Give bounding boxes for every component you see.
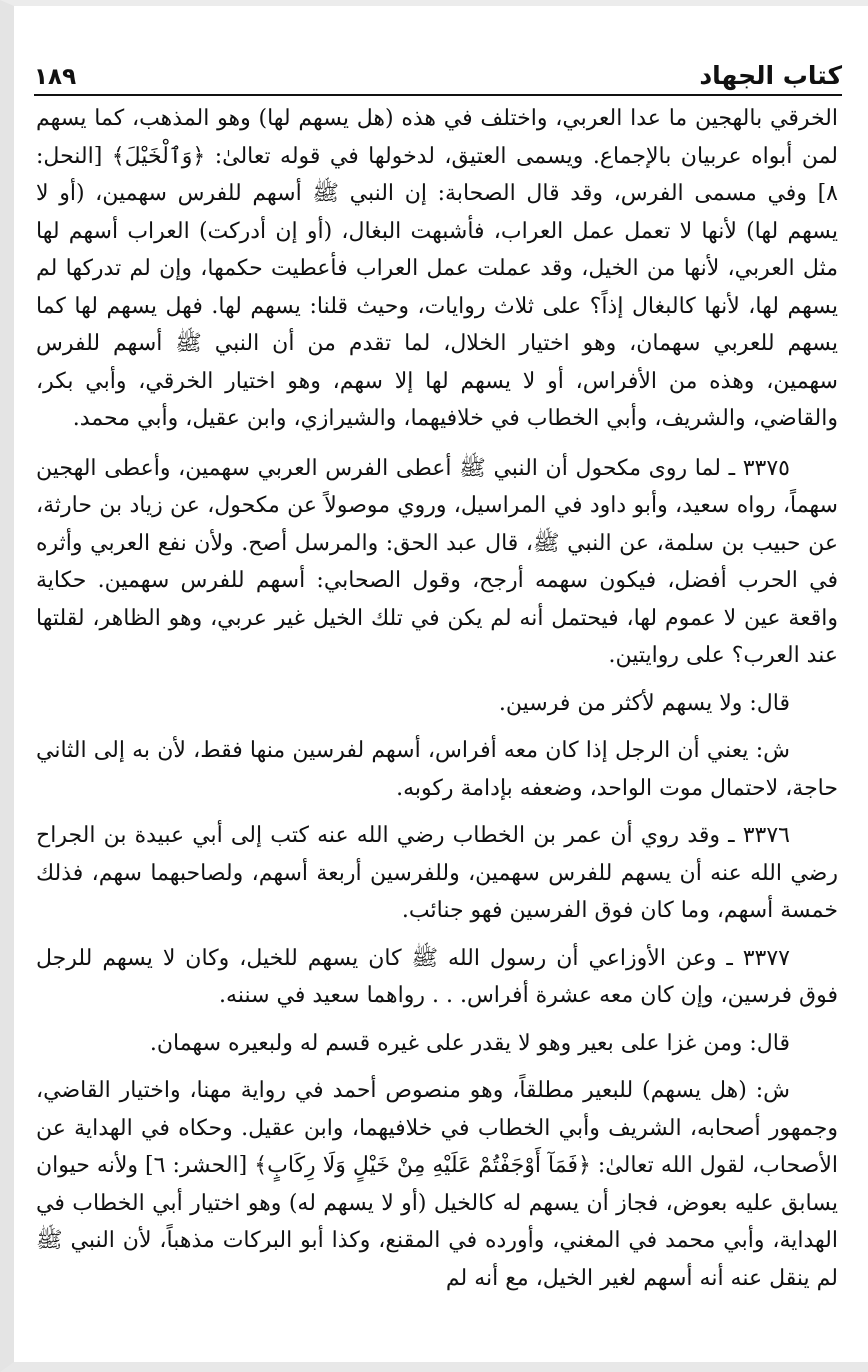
- paragraph-hadith-3376: ٣٣٧٦ ـ وقد روي أن عمر بن الخطاب رضي الله عنه كتب إلى أبي عبيدة بن الجراح رضي الله عنه أن يسهم للفرس سهمين، وللفرسين أربعة أسهم، ولصاحبهما سهم، فذلك خمسة أسهم، وما كان فوق الفرسين فهو جنائب.: [36, 823, 838, 923]
- paragraph-hadith-3375: ٣٣٧٥ ـ لما روى مكحول أن النبي ﷺ أعطى الفرس العربي سهمين، وأعطى الهجين سهماً، رواه سعيد، وأبو داود في المراسيل، وروي موصولاً عن مكحول، عن زياد بن حارثة، عن حبيب بن سلمة، عن النبي ﷺ، قال عبد الحق: والمرسل أصح. ولأن نفع العربي وأثره في الحرب أفضل، فيكون سهمه أرجح، وقول الصحابي: أسهم للفرس سهمين. حكاية واقعة عين لا عموم لها، فيحتمل أنه لم يكن في تلك الخيل غير عربي، وهو الظاهر، لقلتها عند العرب؟ على روايتين.: [36, 455, 838, 668]
- paragraph-matn: قال: ومن غزا على بعير وهو لا يقدر على غيره قسم له ولبعيره سهمان.: [149, 1030, 790, 1056]
- paragraph-matn: قال: ولا يسهم لأكثر من فرسين.: [498, 690, 790, 716]
- paragraph-sharh: ش: (هل يسهم) للبعير مطلقاً، وهو منصوص أحمد في رواية مهنا، واختيار القاضي، وجمهور أصحابه، الشريف وأبي الخطاب في خلافيهما، وابن عقيل. وحكاه في الهداية عن الأصحاب، لقول الله تعالىٰ: ﴿فَمَآ أَوْجَفْتُمْ عَلَيْهِ مِنْ خَيْلٍ وَلَا رِكَابٍ﴾ [الحشر: ٦] ولأنه حيوان يسابق عليه بعوض، فجاز أن يسهم له كالخيل (أو لا يسهم له) وهو اختيار أبي الخطاب في الهداية، وأبي محمد في المغني، وأورده في المقنع، وكذا أبو البركات مذهباً، لأن النبي ﷺ لم ينقل عنه أنه أسهم لغير الخيل، مع أنه لم: [36, 1078, 838, 1291]
- running-header: [34, 50, 842, 96]
- page-number: ١٨٩: [34, 64, 77, 90]
- book-title: كتاب الجهاد: [699, 61, 842, 90]
- paragraph-sharh: ش: يعني أن الرجل إذا كان معه أفراس، أسهم لفرسين منها فقط، لأن به إلى الثاني حاجة، لاحتمال موت الواحد، وضعفه بإدامة ركوبه.: [36, 738, 838, 801]
- page-body: [36, 100, 838, 1358]
- paragraph-commentary: الخرقي بالهجين ما عدا العربي، واختلف في هذه (هل يسهم لها) وهو المذهب، كما يسهم لمن أبواه عربيان بالإجماع. ويسمى العتيق، لدخولها في قوله تعالىٰ: ﴿وَٱلْخَيْلَ﴾ [النحل: ٨] وفي مسمى الفرس، وقد قال الصحابة: إن النبي ﷺ أسهم للفرس سهمين، (أو لا يسهم لها) لأنها لا تعمل عمل العراب، فأشبهت البغال، (أو إن أدركت) العراب أسهم لها مثل العربي، لأنها من الخيل، وقد عملت عمل العراب فأعطيت حكمها، وإن لم تدركها لم يسهم لها، لأنها كالبغال إذاً؟ على ثلاث روايات، وحيث قلنا: يسهم لها. فهل يسهم لها كما يسهم للعربي سهمان، وهو اختيار الخلال، لما تقدم من أن النبي ﷺ أسهم للفرس سهمين، وهذه من الأفراس، أو لا يسهم لها إلا سهم، وهو اختيار الخرقي، وأبي بكر، والقاضي، والشريف، وأبي الخطاب في خلافيهما، والشيرازي، وابن عقيل، وأبي محمد.: [36, 106, 838, 431]
- paragraph-hadith-3377: ٣٣٧٧ ـ وعن الأوزاعي أن رسول الله ﷺ كان يسهم للخيل، وكان لا يسهم للرجل فوق فرسين، وإن كان معه عشرة أفراس. . . رواهما سعيد في سننه.: [36, 945, 838, 1008]
